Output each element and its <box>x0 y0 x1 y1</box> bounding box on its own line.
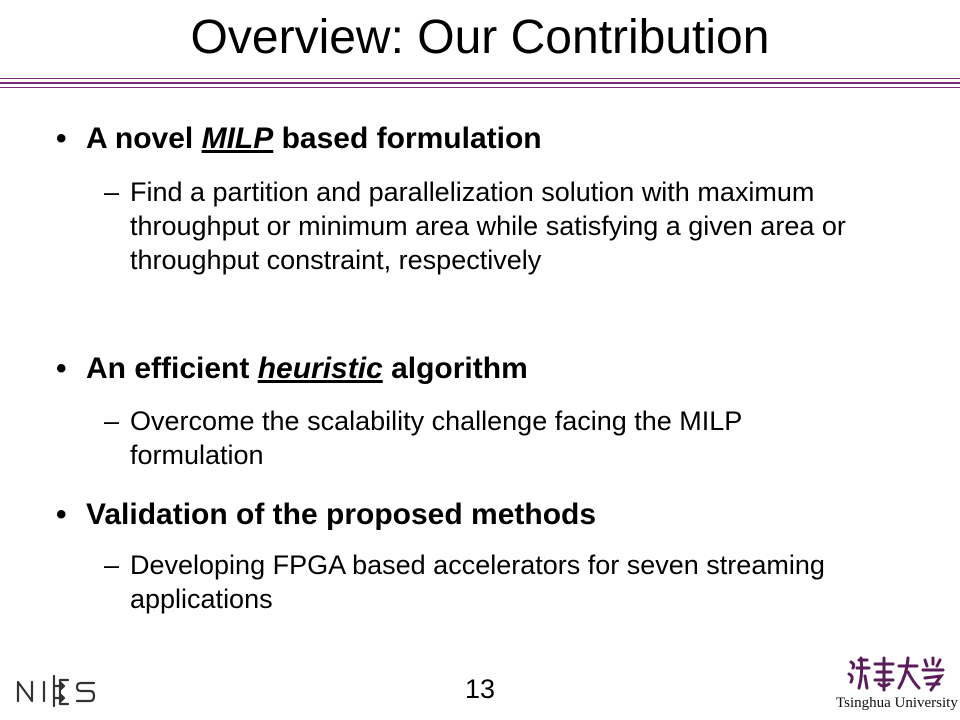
bullet-milp-formulation <box>56 121 542 157</box>
tsinghua-logo <box>836 654 958 716</box>
sub-bullet-text: Find a partition and parallelization solution with maximum throughput or minimum area while satisfying a given area or throughput constraint, respectively <box>130 177 846 275</box>
bullet-emphasis: heuristic <box>257 352 383 385</box>
bullet-marker: • <box>56 352 67 385</box>
sub-bullet-marker: – <box>104 550 120 580</box>
page-number: 13 <box>464 674 496 704</box>
tsinghua-university-label: Tsinghua University <box>836 695 958 711</box>
bullet-marker: • <box>56 498 67 531</box>
bullet-text-post: Validation of the proposed methods <box>86 498 597 531</box>
slide-title: Overview: Our Contribution <box>190 11 770 64</box>
sub-bullet-marker: – <box>104 177 120 207</box>
bullet-marker: • <box>56 122 67 155</box>
sub-bullet-marker: – <box>104 406 120 436</box>
nics-logo-icon <box>14 668 114 712</box>
title-divider-line <box>0 87 960 88</box>
title-divider-line <box>0 78 960 79</box>
bullet-text-post: based formulation <box>273 122 542 155</box>
bullet-emphasis: MILP <box>201 122 274 155</box>
sub-bullet-heuristic-detail <box>104 404 864 472</box>
sub-bullet-validation-detail <box>104 548 864 616</box>
sub-bullet-text: Developing FPGA based accelerators for seven streaming applications <box>130 550 825 614</box>
bullet-text-pre: A novel <box>86 122 202 155</box>
sub-bullet-text: Overcome the scalability challenge facing the MILP formulation <box>130 406 742 470</box>
bullet-validation <box>56 497 596 533</box>
sub-bullet-milp-detail <box>104 175 864 277</box>
tsinghua-calligraphy-icon <box>845 654 945 694</box>
bullet-text-post: algorithm <box>382 352 528 385</box>
bullet-heuristic-algorithm <box>56 351 528 387</box>
title-divider-line <box>0 82 960 84</box>
bullet-text-pre: An efficient <box>86 352 258 385</box>
